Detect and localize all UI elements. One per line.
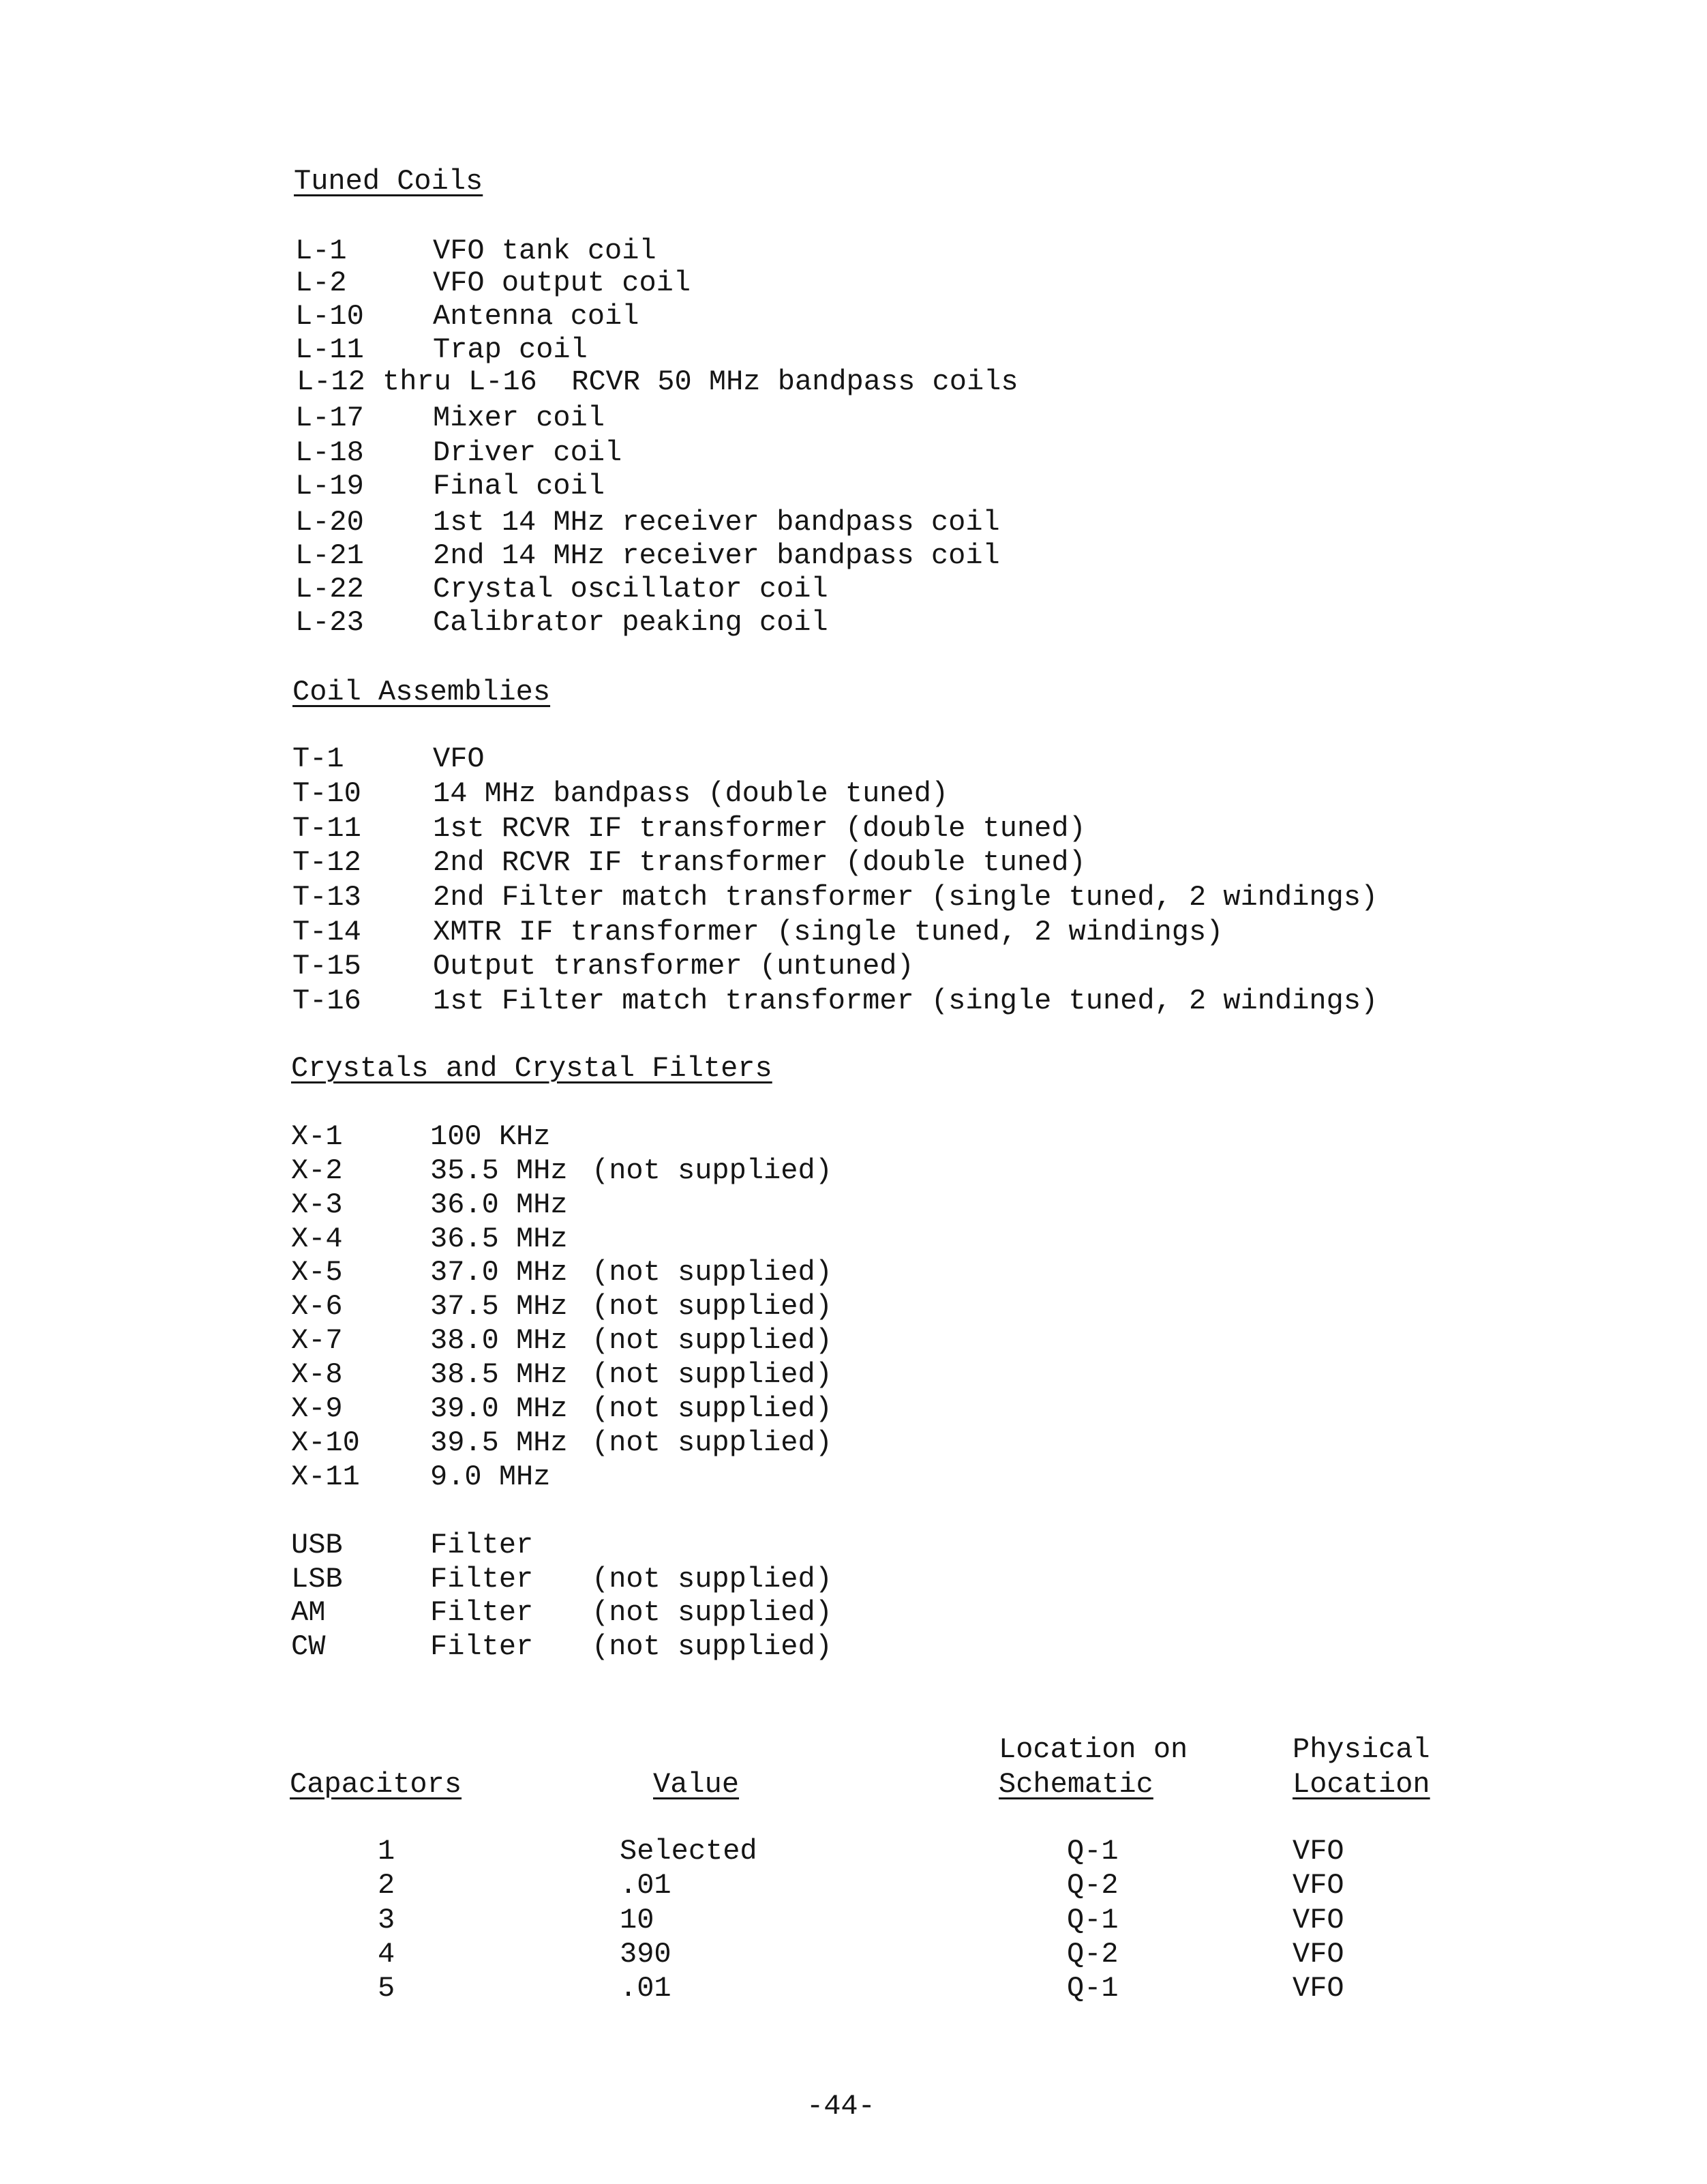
crystal-frequency: 35.5 MHz: [430, 1154, 568, 1187]
capacitor-schematic-location: Q-1: [1067, 1904, 1119, 1936]
crystal-frequency: 36.5 MHz: [430, 1223, 568, 1255]
coil-code: L-1: [295, 235, 347, 267]
crystal-note: (not supplied): [592, 1154, 832, 1187]
assembly-description: Output transformer (untuned): [433, 950, 914, 983]
coil-description: 1st 14 MHz receiver bandpass coil: [433, 506, 1000, 539]
coil-description: VFO tank coil: [433, 235, 656, 267]
coil-code: L-10: [295, 300, 364, 333]
coil-code: L-22: [295, 573, 364, 605]
assembly-code: T-16: [292, 985, 361, 1017]
assembly-description: 2nd RCVR IF transformer (double tuned): [433, 846, 1086, 879]
capacitor-physical-location: VFO: [1293, 1972, 1344, 2005]
capacitor-physical-location: VFO: [1293, 1938, 1344, 1971]
filter-description: Filter: [430, 1630, 534, 1663]
section-heading-crystals: Crystals and Crystal Filters: [291, 1052, 772, 1085]
assembly-code: T-1: [292, 743, 344, 775]
capacitor-physical-location: VFO: [1293, 1904, 1344, 1936]
crystal-frequency: 38.0 MHz: [430, 1324, 568, 1357]
section-heading-tuned-coils: Tuned Coils: [294, 165, 483, 198]
capacitor-schematic-location: Q-1: [1067, 1835, 1119, 1868]
coil-description: Mixer coil: [433, 402, 605, 434]
crystal-note: (not supplied): [592, 1358, 832, 1391]
coil-description: Crystal oscillator coil: [433, 573, 828, 605]
crystal-code: X-7: [291, 1324, 343, 1357]
coil-code: L-19: [295, 470, 364, 503]
coil-description: Antenna coil: [433, 300, 639, 333]
assembly-description: VFO: [433, 743, 485, 775]
capacitor-physical-location: VFO: [1293, 1835, 1344, 1868]
crystal-code: X-5: [291, 1256, 343, 1289]
assembly-code: T-10: [292, 777, 361, 810]
crystal-code: X-11: [291, 1461, 360, 1493]
crystal-code: X-6: [291, 1290, 343, 1323]
assembly-code: T-13: [292, 881, 361, 914]
crystal-frequency: 36.0 MHz: [430, 1188, 568, 1221]
crystal-frequency: 9.0 MHz: [430, 1461, 551, 1493]
crystal-code: X-10: [291, 1426, 360, 1459]
coil-code: L-12 thru L-16 RCVR 50 MHz bandpass coils: [297, 365, 1018, 398]
section-heading-coil-assemblies: Coil Assemblies: [292, 676, 551, 708]
filter-note: (not supplied): [592, 1596, 832, 1629]
column-header-location: Schematic: [999, 1768, 1153, 1801]
crystal-note: (not supplied): [592, 1426, 832, 1459]
coil-code: L-21: [295, 539, 364, 572]
capacitor-number: 4: [378, 1938, 395, 1971]
capacitor-value: Selected: [620, 1835, 757, 1868]
capacitor-schematic-location: Q-2: [1067, 1869, 1119, 1902]
capacitor-physical-location: VFO: [1293, 1869, 1344, 1902]
crystal-code: X-9: [291, 1392, 343, 1425]
coil-description: Trap coil: [433, 333, 588, 366]
assembly-description: 1st RCVR IF transformer (double tuned): [433, 812, 1086, 845]
coil-description: Driver coil: [433, 436, 622, 469]
crystal-code: X-1: [291, 1120, 343, 1153]
filter-description: Filter: [430, 1596, 534, 1629]
filter-code: AM: [291, 1596, 326, 1629]
filter-description: Filter: [430, 1563, 534, 1596]
coil-code: L-17: [295, 402, 364, 434]
column-header-location: Location on: [999, 1733, 1188, 1766]
column-header-value: Value: [653, 1768, 740, 1801]
capacitor-value: 10: [620, 1904, 654, 1936]
capacitor-schematic-location: Q-2: [1067, 1938, 1119, 1971]
column-header-capacitors: Capacitors: [290, 1768, 462, 1801]
assembly-code: T-15: [292, 950, 361, 983]
capacitor-number: 2: [378, 1869, 395, 1902]
coil-code: L-18: [295, 436, 364, 469]
filter-code: CW: [291, 1630, 326, 1663]
crystal-note: (not supplied): [592, 1324, 832, 1357]
filter-description: Filter: [430, 1529, 534, 1561]
capacitor-number: 1: [378, 1835, 395, 1868]
assembly-code: T-11: [292, 812, 361, 845]
crystal-frequency: 37.5 MHz: [430, 1290, 568, 1323]
coil-code: L-20: [295, 506, 364, 539]
crystal-code: X-8: [291, 1358, 343, 1391]
coil-code: L-23: [295, 606, 364, 639]
coil-description: Final coil: [433, 470, 605, 503]
assembly-description: 2nd Filter match transformer (single tuned, 2 windings): [433, 881, 1378, 914]
crystal-note: (not supplied): [592, 1392, 832, 1425]
capacitor-value: 390: [620, 1938, 671, 1971]
capacitor-number: 5: [378, 1972, 395, 2005]
crystal-frequency: 39.0 MHz: [430, 1392, 568, 1425]
crystal-frequency: 37.0 MHz: [430, 1256, 568, 1289]
column-header-physical: Physical: [1293, 1733, 1430, 1766]
assembly-code: T-14: [292, 916, 361, 948]
crystal-note: (not supplied): [592, 1290, 832, 1323]
crystal-code: X-4: [291, 1223, 343, 1255]
assembly-code: T-12: [292, 846, 361, 879]
crystal-note: (not supplied): [592, 1256, 832, 1289]
page-number: -44-: [806, 2090, 875, 2123]
capacitor-value: .01: [620, 1869, 671, 1902]
coil-description: 2nd 14 MHz receiver bandpass coil: [433, 539, 1000, 572]
crystal-frequency: 38.5 MHz: [430, 1358, 568, 1391]
crystal-frequency: 39.5 MHz: [430, 1426, 568, 1459]
filter-code: USB: [291, 1529, 343, 1561]
coil-description: Calibrator peaking coil: [433, 606, 828, 639]
column-header-physical: Location: [1293, 1768, 1430, 1801]
filter-note: (not supplied): [592, 1563, 832, 1596]
assembly-description: XMTR IF transformer (single tuned, 2 windings): [433, 916, 1224, 948]
coil-description: VFO output coil: [433, 267, 691, 299]
coil-code: L-11: [295, 333, 364, 366]
filter-code: LSB: [291, 1563, 343, 1596]
filter-note: (not supplied): [592, 1630, 832, 1663]
coil-code: L-2: [295, 267, 347, 299]
assembly-description: 14 MHz bandpass (double tuned): [433, 777, 949, 810]
capacitor-value: .01: [620, 1972, 671, 2005]
capacitor-number: 3: [378, 1904, 395, 1936]
assembly-description: 1st Filter match transformer (single tuned, 2 windings): [433, 985, 1378, 1017]
crystal-frequency: 100 KHz: [430, 1120, 551, 1153]
capacitor-schematic-location: Q-1: [1067, 1972, 1119, 2005]
crystal-code: X-2: [291, 1154, 343, 1187]
crystal-code: X-3: [291, 1188, 343, 1221]
